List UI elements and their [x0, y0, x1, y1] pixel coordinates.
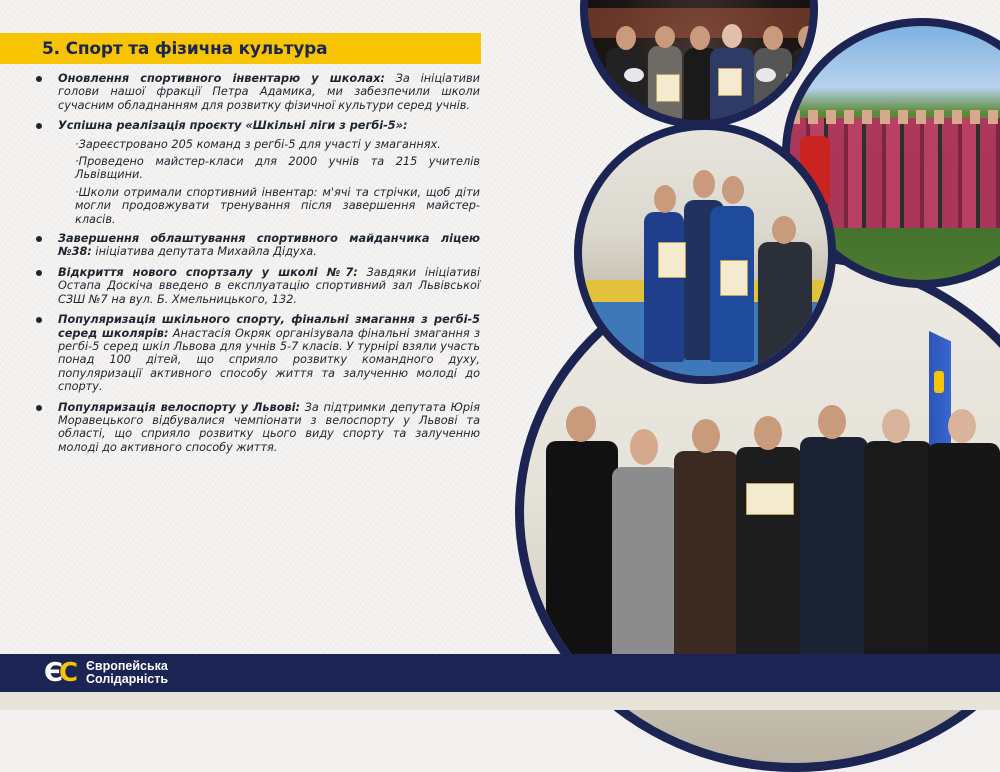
person-head: [882, 409, 910, 443]
certificate: [720, 260, 748, 296]
person-head: [630, 429, 658, 465]
athlete-head: [693, 170, 715, 198]
person-figure: [800, 437, 868, 681]
logo-letter-c: С: [59, 658, 79, 688]
party-name: [86, 660, 168, 686]
person-head: [655, 26, 675, 48]
rugby-ball: [756, 68, 776, 82]
list-item: [34, 313, 480, 393]
person-head: [616, 26, 636, 50]
item-heading: Відкриття нового спортзалу у школі №7:: [58, 265, 358, 279]
list-item: [34, 401, 480, 455]
person-figure: [546, 441, 618, 671]
person-figure: [758, 242, 812, 382]
person-figure: [928, 443, 1000, 681]
party-name-line2: Солідарність: [86, 672, 169, 686]
person-head: [692, 419, 720, 453]
party-logo-mark: [44, 659, 82, 687]
flag-shape: [929, 331, 951, 461]
item-heading: Успішна реалізація проєкту «Шкільні ліги з регбі-5»:: [58, 119, 408, 133]
athlete-head: [722, 176, 744, 204]
person-figure: [864, 441, 932, 681]
team-heads: [790, 110, 1000, 124]
person-head: [566, 406, 596, 442]
photo-cycling-award: [574, 122, 836, 384]
footer-strip: [0, 692, 1000, 710]
item-text: Завдяки ініціативі Остапа Доскіча введено в експлуатацію спортивний зал Львівської СЗШ №7 на вул. Б. Хмельницького, 132.: [58, 265, 480, 306]
party-logo: [44, 659, 168, 687]
person-head: [690, 26, 710, 50]
item-text: За ініціативи голови нашої фракції Петра Адамика, ми забезпечили школи сучасним обладнанням для розвитку фізичної культури серед учнів.: [58, 72, 480, 112]
person-figure: [612, 467, 678, 677]
person-head: [948, 409, 976, 443]
content-list: [34, 72, 480, 461]
person-figure: [606, 48, 646, 128]
sub-item: ·Проведено майстер-класи для 2000 учнів та 215 учителів Львівщини.: [75, 155, 480, 182]
certificate: [786, 74, 810, 102]
person-head: [772, 216, 796, 244]
person-figure: [674, 451, 738, 681]
person-head: [722, 24, 742, 48]
person-head: [818, 405, 846, 439]
item-text: Анастасія Окряк організувала фінальні змагання з регбі-5 серед шкіл Львова для учнів 5-7 класів. У турнірі взяли участь понад 100 дітей, що сприяло розвитку командного духу, популяризації активного способу життя та залученню молоді до спорту.: [58, 326, 480, 394]
list-item: [34, 119, 480, 132]
item-heading: Оновлення спортивного інвентарю у школах:: [58, 72, 385, 85]
item-heading: Популяризація велоспорту у Львові:: [58, 400, 300, 414]
list-item: [34, 72, 480, 112]
item-heading: Популяризація шкільного спорту, фінальні змагання з регбі-5 серед школярів:: [58, 313, 480, 340]
item-text: За підтримки депутата Юрія Моравецького відбувалися чемпіонати з велоспорту у Львові та області, що сприяло розвитку цього виду спорту та залученню молоді до активного способу життя.: [58, 400, 480, 454]
section-title: 5. Спорт та фізична культура: [42, 38, 328, 59]
person-head: [763, 26, 783, 50]
section-title-bar: [0, 33, 481, 64]
certificate: [718, 68, 742, 96]
item-text: ініціатива депутата Михайла Дідуха.: [91, 245, 317, 259]
sub-item: ·Школи отримали спортивний інвентар: м'ячі та стрічки, щоб діти могли продовжувати тренування після завершення майстер-класів.: [75, 185, 480, 226]
athlete-figure: [644, 212, 684, 362]
rugby-ball: [624, 68, 644, 82]
list-item: [34, 232, 480, 259]
athlete-head: [654, 185, 676, 213]
photo-event: [580, 0, 818, 128]
sub-item: ·Зареєстровано 205 команд з регбі-5 для участі у змаганнях.: [75, 137, 441, 151]
item-heading: Завершення облаштування спортивного майданчика ліцею №38:: [58, 232, 480, 259]
list-item: [34, 266, 480, 306]
person-head: [754, 416, 782, 450]
certificate: [656, 74, 680, 102]
party-name-line1: Європейська: [86, 659, 168, 673]
logo-letter-e: Є: [44, 658, 64, 688]
certificate: [658, 242, 686, 278]
flag-emblem: [934, 371, 944, 393]
certificate: [746, 483, 794, 515]
sub-list: [34, 138, 480, 226]
